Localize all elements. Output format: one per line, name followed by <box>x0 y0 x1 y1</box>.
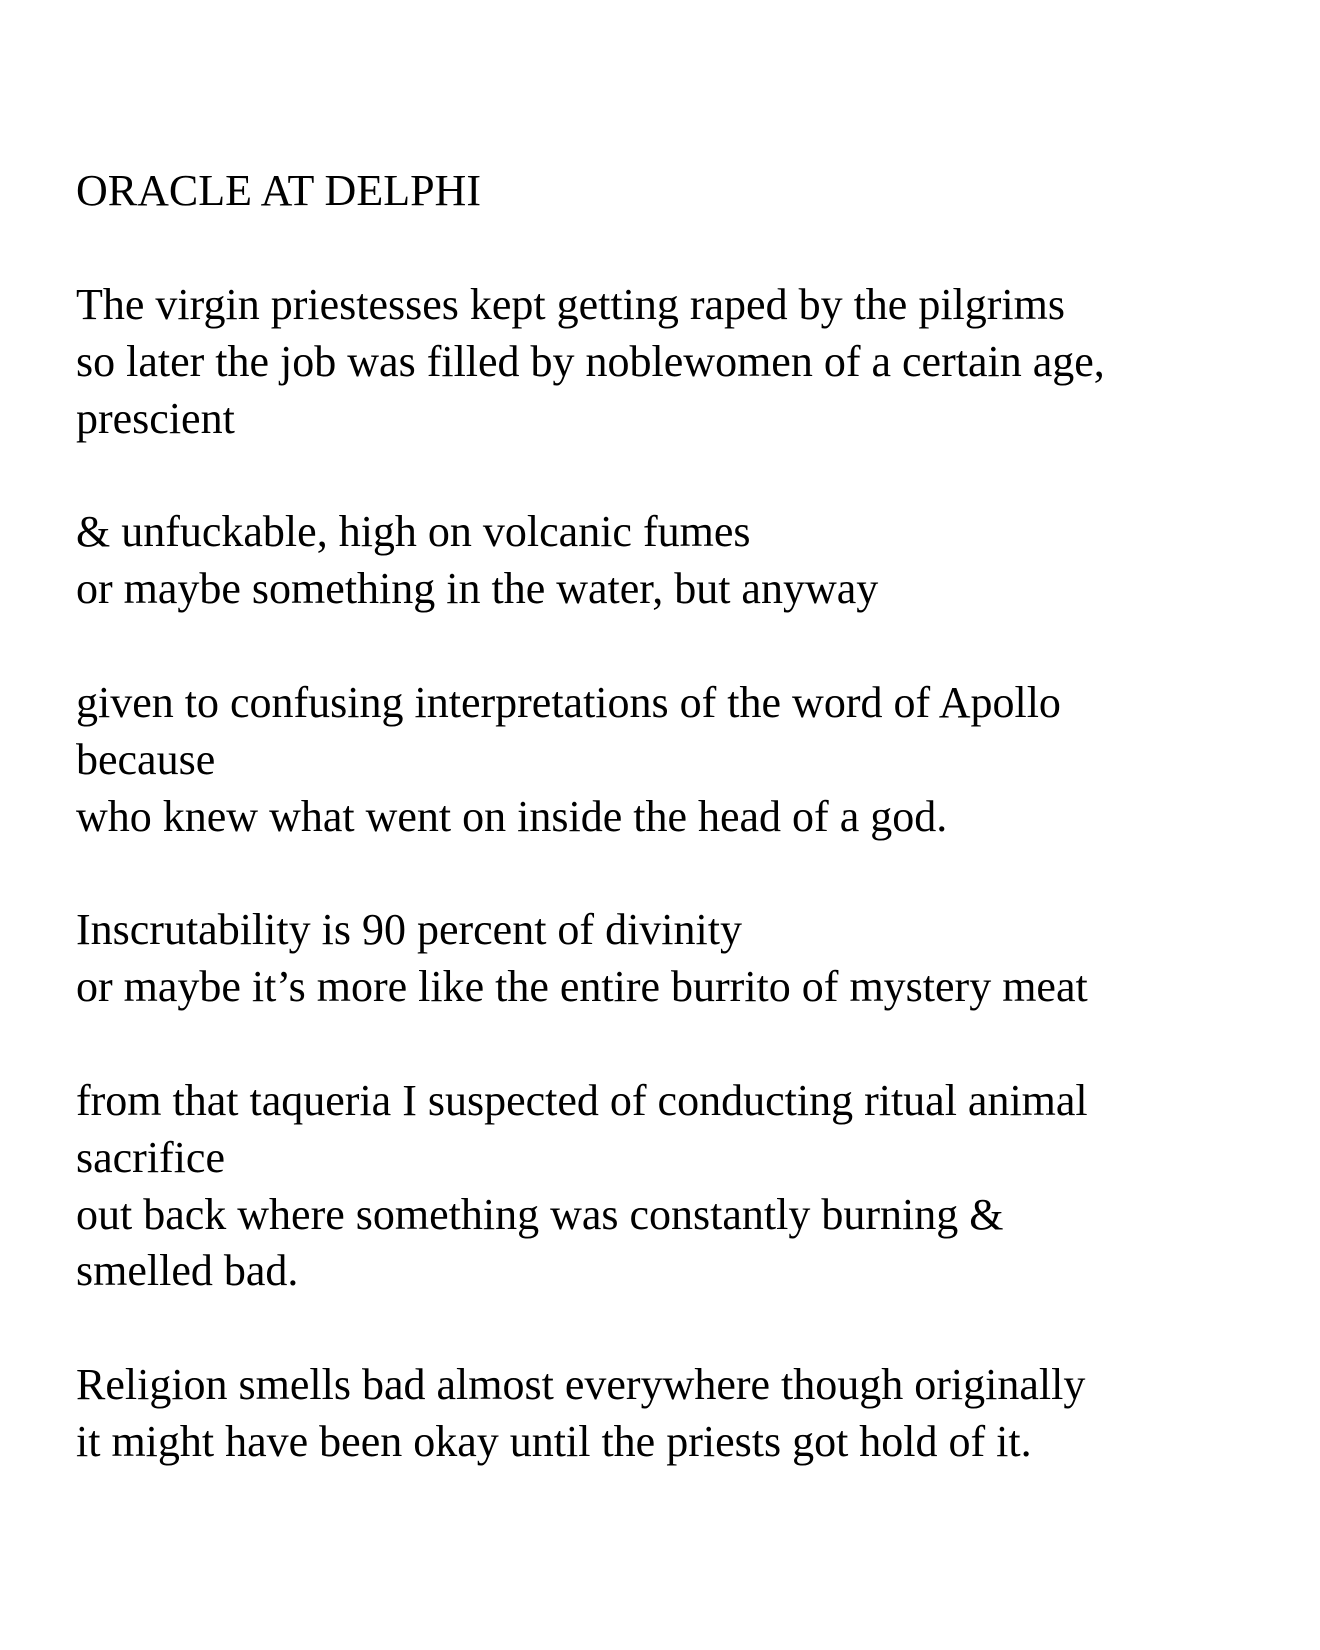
stanza-2 <box>76 504 1276 618</box>
stanza-1 <box>76 277 1276 447</box>
poem-line: prescient <box>76 393 235 443</box>
stanza-4 <box>76 902 1276 1016</box>
poem-line: given to confusing interpretations of the word of Apollo <box>76 677 1061 727</box>
poem-title: ORACLE AT DELPHI <box>76 166 481 215</box>
poem-line: who knew what went on inside the head of a god. <box>76 791 948 841</box>
poem-line: out back where something was constantly burning & <box>76 1189 1004 1239</box>
poem-line: The virgin priestesses kept getting raped by the pilgrims <box>76 280 1065 329</box>
stanza-3 <box>76 675 1276 845</box>
stanza-break <box>76 219 1276 277</box>
stanza-break <box>76 845 1276 902</box>
stanza-6 <box>76 1357 1276 1471</box>
poem-line: because <box>76 734 216 784</box>
poem-line: or maybe it’s more like the entire burrito of mystery meat <box>76 962 1088 1012</box>
stanza-break <box>76 1300 1276 1357</box>
poem-line: or maybe something in the water, but anyway <box>76 564 879 614</box>
poem-line: Inscrutability is 90 percent of divinity <box>76 905 742 955</box>
poem-page <box>76 163 1276 1471</box>
poem-line: Religion smells bad almost everywhere though originally <box>76 1360 1086 1410</box>
poem-line: & unfuckable, high on volcanic fumes <box>76 507 751 557</box>
poem-line: so later the job was filled by noblewomen of a certain age, <box>76 336 1105 386</box>
poem-line: from that taqueria I suspected of conducting ritual animal <box>76 1075 1088 1125</box>
poem-line: it might have been okay until the priests got hold of it. <box>76 1416 1032 1466</box>
stanza-break <box>76 618 1276 675</box>
stanza-break <box>76 1016 1276 1073</box>
poem-line: smelled bad. <box>76 1246 299 1296</box>
stanza-5 <box>76 1073 1276 1300</box>
poem-line: sacrifice <box>76 1132 225 1182</box>
stanza-break <box>76 447 1276 504</box>
